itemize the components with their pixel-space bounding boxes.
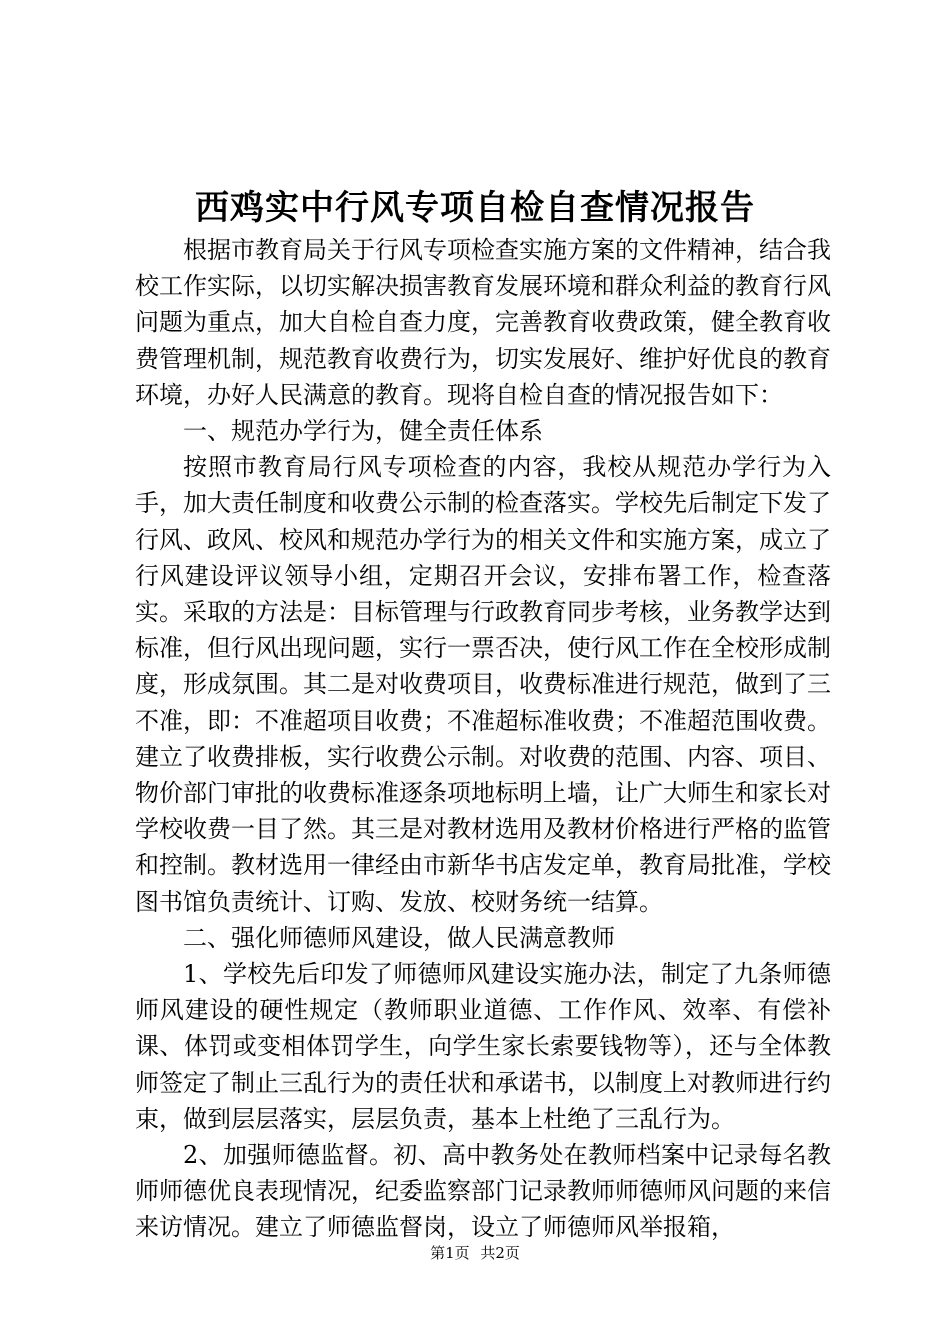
page-footer (0, 1243, 950, 1263)
page-number: 第1页 (430, 1244, 470, 1262)
section-1-paragraph: 按照市教育局行风专项检查的内容，我校从规范办学行为入手，加大责任制度和收费公示制的检查落实。学校先后制定下发了行风、政风、校风和规范办学行为的相关文件和实施方案，成立了行风建设评议领导小组，定期召开会议，安排布署工作，检查落实。采取的方法是：目标管理与行政教育同步考核，业务教学达到标准，但行风出现问题，实行一票否决，使行风工作在全校形成制度，形成氛围。其二是对收费项目，收费标准进行规范，做到了三不准，即：不准超项目收费；不准超标准收费；不准超范围收费。建立了收费排板，实行收费公示制。对收费的范围、内容、项目、物价部门审批的收费标准逐条项地标明上墙，让广大师生和家长对学校收费一目了然。其三是对教材选用及教材价格进行严格的监管和控制。教材选用一律经由市新华书店发定单，教育局批准，学校图书馆负责统计、订购、发放、校财务统一结算。 (135, 453, 831, 916)
section-2-item-1: 1、学校先后印发了师德师风建设实施办法，制定了九条师德师风建设的硬性规定（教师职业道德、工作作风、效率、有偿补课、体罚或变相体罚学生，向学生家长索要钱物等），还与全体教师签定了制止三乱行为的责任状和承诺书，以制度上对教师进行约束，做到层层落实，层层负责，基本上杜绝了三乱行为。 (135, 960, 831, 1133)
intro-paragraph: 根据市教育局关于行风专项检查实施方案的文件精神，结合我校工作实际，以切实解决损害教育发展环境和群众利益的教育行风问题为重点，加大自检自查力度，完善教育收费政策，健全教育收费管理机制，规范教育收费行为，切实发展好、维护好优良的教育环境，办好人民满意的教育。现将自检自查的情况报告如下： (135, 236, 831, 409)
section-heading-1: 一、规范办学行为，健全责任体系 (183, 417, 543, 446)
section-2-item-2: 2、加强师德监督。初、高中教务处在教师档案中记录每名教师师德优良表现情况，纪委监察部门记录教师师德师风问题的来信来访情况。建立了师德监督岗，设立了师德师风举报箱， (135, 1141, 831, 1242)
page-total: 共2页 (480, 1244, 520, 1262)
section-heading-2: 二、强化师德师风建设，做人民满意教师 (183, 923, 615, 952)
document-title: 西鸡实中行风专项自检自查情况报告 (195, 188, 755, 228)
document-body (135, 232, 831, 1246)
